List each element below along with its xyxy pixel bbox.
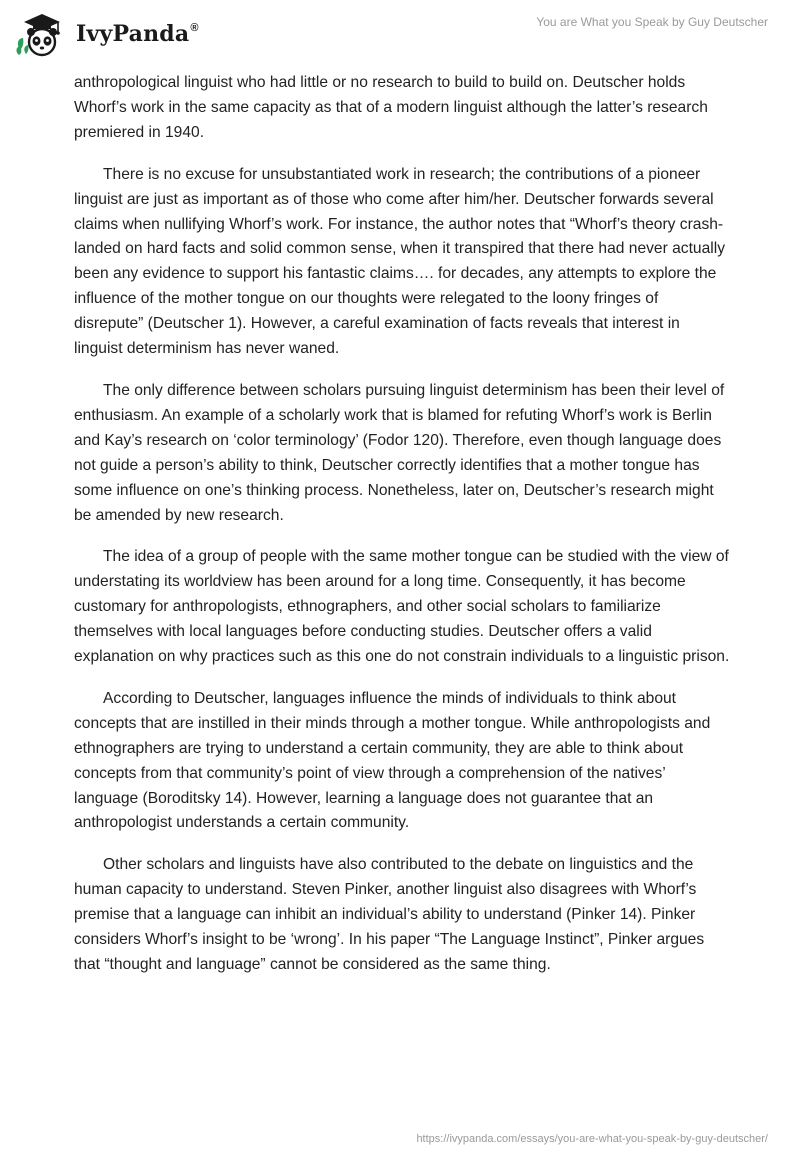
brand-text: IvyPanda [76, 21, 190, 47]
paragraph-1: anthropological linguist who had little or no research to build to build on. Deutscher holds Whorf’s work in the same capacity as that of a modern linguist although the latter’s research premiered in 1940. [74, 74, 708, 141]
paragraph-3: The only difference between scholars pursuing linguist determinism has been their level of enthusiasm. An example of a scholarly work that is blamed for refuting Whorf’s work is Berlin and Kay’s research on ‘color terminology’ (Fodor 120). Therefore, even though language does not guide a person’s ability to think, Deutscher correctly identifies that a mother tongue has some influence on one’s thinking process. Nonetheless, later on, Deutscher’s research might be amended by new research. [74, 381, 725, 524]
brand-name [76, 21, 199, 47]
panda-graduate-icon [14, 8, 70, 58]
paragraph-4: The idea of a group of people with the same mother tongue can be studied with the view of understating its worldview has been around for a long time. Consequently, it has become customary for anthropologists, ethnographers, and other social scholars to familiarize themselves with local languages before conducting studies. Deutscher offers a valid explanation on why practices such as this one do not constrain individuals to a linguistic prison. [74, 548, 730, 666]
source-url-link[interactable]: https://ivypanda.com/essays/you-are-what-you-speak-by-guy-deutscher/ [416, 1133, 768, 1145]
paragraph-6: Other scholars and linguists have also contributed to the debate on linguistics and the human capacity to understand. Steven Pinker, another linguist also disagrees with Whorf’s premise that a language can inhibit an individual’s ability to understand (Pinker 14). Pinker considers Whorf’s insight to be ‘wrong’. In his paper “The Language Instinct”, Pinker argues that “thought and language” cannot be considered as the same thing. [74, 856, 705, 973]
paragraph-2: There is no excuse for unsubstantiated work in research; the contributions of a pioneer linguist are just as important as of those who come after him/her. Deutscher forwards several claims when nullifying Whorf’s work. For instance, the author notes that “Whorf’s theory crash-landed on hard facts and solid common sense, when it transpired that there had never actually been any evidence to support his fantastic claims…. for decades, any attempts to explore the influence of the mother tongue on our thoughts were relegated to the loony fringes of disrepute” (Deutscher 1). However, a careful examination of facts reveals that interest in linguist determinism has never waned. [74, 165, 725, 358]
essay-body [74, 71, 730, 995]
document-title: You are What you Speak by Guy Deutscher [536, 15, 768, 29]
page-header [0, 0, 800, 64]
ivypanda-logo[interactable] [14, 8, 199, 58]
registered-mark: ® [190, 22, 199, 34]
paragraph-5: According to Deutscher, languages influence the minds of individuals to think about concepts that are instilled in their minds through a mother tongue. While anthropologists and ethnographers are trying to understand a certain community, they are able to think about concepts from that community’s point of view through a comprehension of the natives’ language (Boroditsky 14). However, learning a language does not guarantee that an anthropologist understands a certain community. [74, 689, 711, 832]
